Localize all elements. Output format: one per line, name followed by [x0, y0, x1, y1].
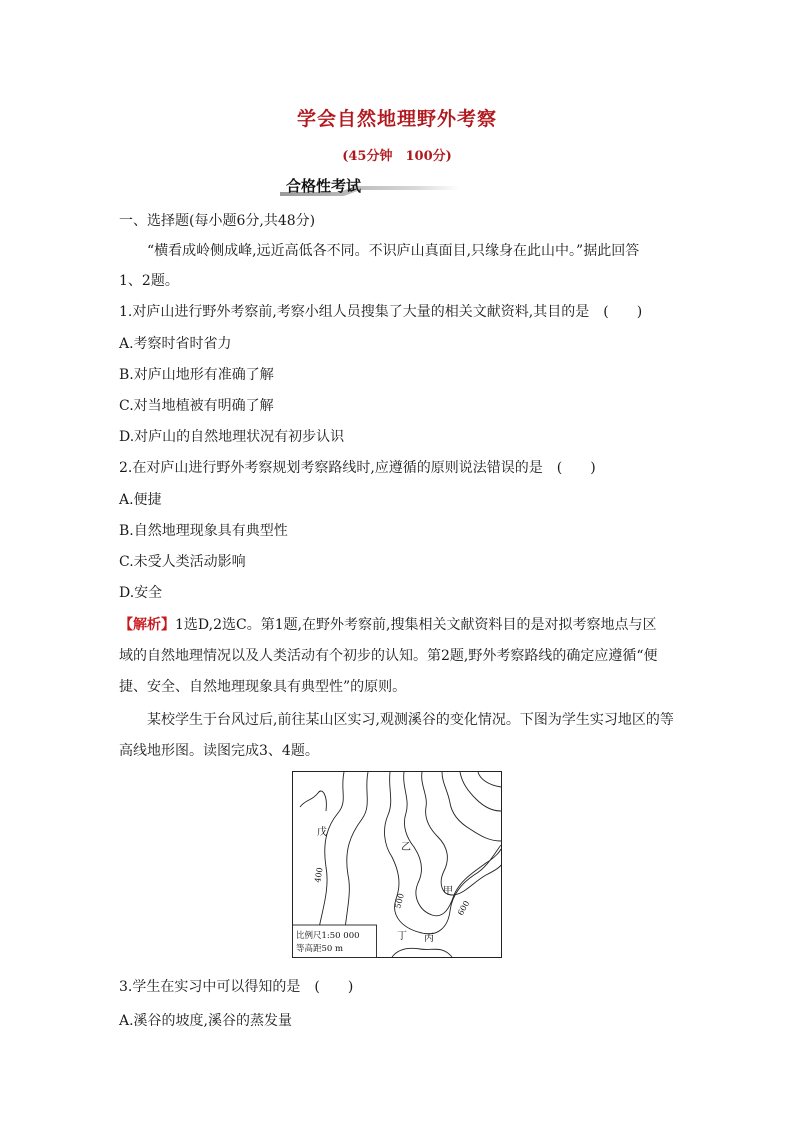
- question-1-stem: 1.对庐山进行野外考察前,考察小组人员搜集了大量的相关文献资料,其目的是 ( ): [119, 304, 643, 320]
- question-1-option-a: A.考察时省时省力: [119, 336, 232, 352]
- section-banner: [280, 174, 460, 196]
- intro-2-line-2: 高线地形图。读图完成3、4题。: [119, 743, 319, 759]
- contour-map: [292, 771, 502, 958]
- question-3-option-a: A.溪谷的坡度,溪谷的蒸发量: [119, 1013, 293, 1029]
- map-label-jia: 甲: [443, 886, 453, 897]
- part-heading: 一、选择题(每小题6分,共48分): [119, 213, 316, 229]
- question-2-option-d: D.安全: [119, 585, 163, 601]
- map-label-bing: 丙: [424, 933, 434, 944]
- intro-2-line-1: 某校学生于台风过后,前往某山区实习,观测溪谷的变化情况。下图为学生实习地区的等: [147, 712, 674, 728]
- map-label-wu: 戊: [317, 827, 327, 838]
- question-1-option-d: D.对庐山的自然地理状况有初步认识: [119, 429, 345, 445]
- question-2-stem: 2.在对庐山进行野外考察规划考察路线时,应遵循的原则说法错误的是 ( ): [119, 460, 596, 476]
- question-2-option-b: B.自然地理现象具有典型性: [119, 523, 288, 539]
- map-label-ding: 丁: [397, 931, 407, 942]
- map-legend-scale: 比例尺1:50 000: [296, 931, 360, 941]
- question-2-option-a: A.便捷: [119, 492, 162, 508]
- document-subtitle: (45分钟 100分): [342, 149, 452, 164]
- analysis-line-3: 捷、安全、自然地理现象具有典型性”的原则。: [119, 679, 407, 695]
- analysis-tag: 【解析】: [119, 617, 175, 633]
- contour-label-600: 600: [455, 899, 472, 917]
- document-title: 学会自然地理野外考察: [296, 108, 497, 130]
- question-1-option-b: B.对庐山地形有准确了解: [119, 367, 274, 383]
- question-2-option-c: C.未受人类活动影响: [119, 554, 246, 570]
- contour-label-500: 500: [393, 892, 406, 910]
- analysis-text-1: 1选D,2选C。第1题,在野外考察前,搜集相关文献资料目的是对拟考察地点与区: [175, 617, 657, 633]
- question-1-option-c: C.对当地植被有明确了解: [119, 398, 274, 414]
- question-3-stem: 3.学生在实习中可以得知的是 ( ): [119, 979, 354, 995]
- map-label-yi: 乙: [401, 842, 411, 853]
- map-legend-interval: 等高距50 m: [296, 944, 344, 954]
- intro-1-line-1: “横看成岭侧成峰,远近高低各不同。不识庐山真面目,只缘身在此山中。”据此回答: [147, 243, 640, 259]
- analysis-line-1: [119, 614, 657, 634]
- contour-label-400: 400: [313, 866, 325, 884]
- contour-map-figure: [292, 771, 502, 958]
- section-banner-label: 合格性考试: [286, 177, 362, 195]
- analysis-line-2: 域的自然地理情况以及人类活动有个初步的认知。第2题,野外考察路线的确定应遵循“便: [119, 648, 658, 664]
- intro-1-line-2: 1、2题。: [119, 273, 179, 289]
